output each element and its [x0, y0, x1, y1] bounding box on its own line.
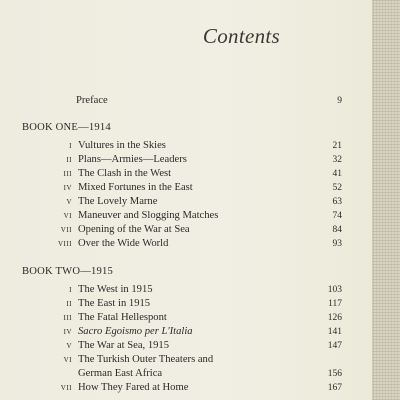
- toc-entry: [0, 325, 372, 339]
- book-one-heading: BOOK ONE—1914: [22, 122, 111, 133]
- toc-entry: [0, 381, 372, 395]
- toc-entry: [0, 153, 372, 167]
- chapter-title: How They Fared at Home: [78, 382, 189, 393]
- toc-entry: [0, 297, 372, 311]
- chapter-title: Sacro Egoismo per L'Italia: [78, 326, 193, 337]
- chapter-number: I: [69, 142, 72, 150]
- chapter-title: The Fatal Hellespont: [78, 312, 167, 323]
- chapter-page: 41: [332, 169, 342, 179]
- chapter-page: 126: [327, 313, 342, 323]
- preface-label: Preface: [76, 95, 108, 106]
- page-title: Contents: [202, 24, 280, 48]
- toc-entry: [0, 181, 372, 195]
- chapter-page: 167: [327, 383, 342, 393]
- chapter-number: V: [66, 342, 72, 350]
- chapter-page: 141: [327, 327, 342, 337]
- toc-entry: [0, 283, 372, 297]
- toc-entry: [0, 223, 372, 237]
- chapter-number: IV: [63, 184, 72, 192]
- chapter-number: III: [63, 170, 72, 178]
- chapter-page: 93: [332, 239, 342, 249]
- chapter-number: V: [66, 198, 72, 206]
- chapter-number: I: [69, 286, 72, 294]
- chapter-page: 156: [327, 369, 342, 379]
- chapter-page: 21: [332, 141, 342, 151]
- chapter-number: II: [66, 156, 72, 164]
- chapter-page: 147: [327, 341, 342, 351]
- toc-entry: [0, 167, 372, 181]
- chapter-title: Opening of the War at Sea: [78, 224, 190, 235]
- chapter-title: The Turkish Outer Theaters and: [78, 354, 214, 365]
- book-two-heading: BOOK TWO—1915: [22, 266, 113, 277]
- chapter-title: The East in 1915: [78, 298, 151, 309]
- chapter-page: 74: [332, 211, 342, 221]
- chapter-page: 32: [332, 155, 342, 165]
- chapter-page: 117: [328, 299, 342, 309]
- toc-entry: [0, 209, 372, 223]
- toc-entry: [0, 311, 372, 325]
- chapter-page: 103: [327, 285, 342, 295]
- chapter-number: IV: [63, 328, 72, 336]
- chapter-page: 52: [332, 183, 342, 193]
- chapter-number: III: [63, 314, 72, 322]
- toc-entry: [0, 237, 372, 251]
- toc-entry-continued: [0, 367, 372, 381]
- chapter-title: The West in 1915: [78, 284, 153, 295]
- chapter-number: VIII: [57, 240, 72, 248]
- preface-row: [0, 94, 372, 108]
- chapter-title: Maneuver and Slogging Matches: [78, 210, 219, 221]
- toc-entry: [0, 195, 372, 209]
- toc-entry: [0, 139, 372, 153]
- chapter-title: The Lovely Marne: [78, 196, 158, 207]
- chapter-page: 63: [332, 197, 342, 207]
- toc-entry: [0, 339, 372, 353]
- chapter-number: VI: [63, 212, 72, 220]
- chapter-number: VII: [60, 226, 72, 234]
- chapter-title: The Clash in the West: [78, 168, 172, 179]
- chapter-title: Plans—Armies—Leaders: [78, 154, 187, 165]
- preface-page: 9: [337, 96, 342, 106]
- chapter-title-continued: German East Africa: [78, 368, 163, 379]
- chapter-title: Vultures in the Skies: [78, 140, 166, 151]
- chapter-page: 84: [332, 225, 342, 235]
- chapter-title: Over the Wide World: [78, 238, 169, 249]
- tablecloth-background: [372, 0, 400, 400]
- chapter-title: The War at Sea, 1915: [78, 340, 170, 351]
- chapter-number: II: [66, 300, 72, 308]
- toc-entry: [0, 353, 372, 367]
- chapter-number: VII: [60, 384, 72, 392]
- chapter-number: VI: [63, 356, 72, 364]
- chapter-title: Mixed Fortunes in the East: [78, 182, 193, 193]
